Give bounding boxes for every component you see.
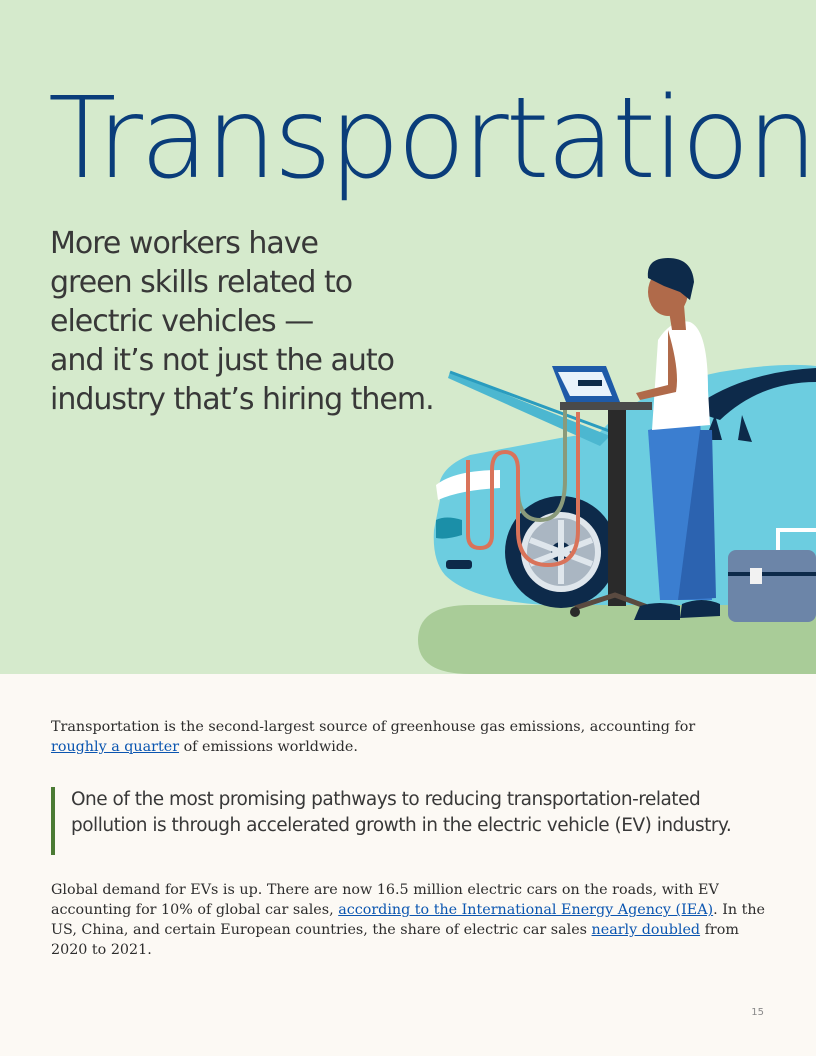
intro-text: Transportation is the second-largest source of greenhouse gas emissions, accounting for (51, 719, 696, 735)
body-text: . In the US, China, and certain European countries, the share of electric car sales (51, 902, 766, 938)
iea-link[interactable]: according to the International Energy Agency (IEA) (338, 902, 714, 918)
nearly-doubled-link[interactable]: nearly doubled (591, 922, 701, 938)
intro-paragraph (51, 717, 751, 757)
subtitle-line: and it’s not just the auto (50, 343, 395, 378)
subtitle-line: green skills related to (50, 265, 353, 300)
content-body (0, 674, 816, 1056)
body-text: from 2020 to 2021. (51, 922, 739, 958)
intro-text-end: of emissions worldwide. (179, 739, 358, 755)
subtitle-line: More workers have (50, 226, 318, 261)
body-text: Global demand for EVs is up. There are now 16.5 million electric cars on the roads, with EV accounting for 10% of global car sales, (51, 882, 719, 918)
subtitle-line: electric vehicles — (50, 304, 314, 339)
subtitle-line: industry that’s hiring them. (50, 382, 434, 417)
page-number: 15 (751, 1007, 764, 1018)
pull-quote (51, 787, 751, 855)
laptop-stand (608, 406, 626, 606)
roughly-a-quarter-link[interactable]: roughly a quarter (51, 739, 180, 755)
quote-line: pollution is through accelerated growth in the electric vehicle (EV) industry. (71, 815, 732, 836)
quote-line: One of the most promising pathways to reducing transportation-related (71, 789, 701, 810)
page-title: Transportation (48, 74, 815, 204)
body-paragraph (51, 880, 767, 960)
toolbox (728, 550, 816, 622)
person-shirt (652, 321, 710, 430)
